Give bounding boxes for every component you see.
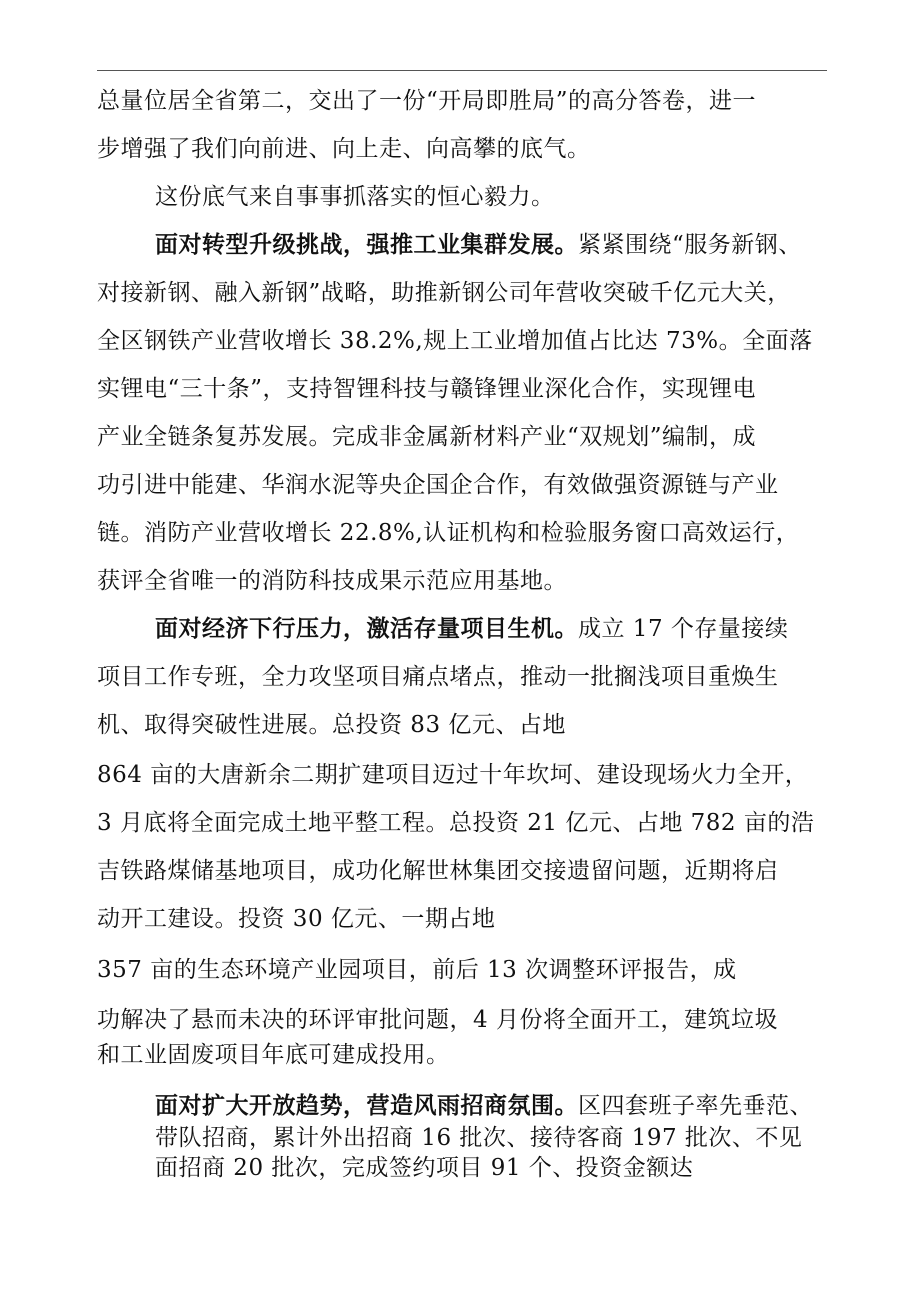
text-line: 功引进中能建、华润水泥等央企国企合作，有效做强资源链与产业	[97, 472, 779, 498]
text-line: 带队招商，累计外出招商 16 批次、接待客商 197 批次、不见	[155, 1125, 803, 1151]
text-line: 这份底气来自事事抓落实的恒心毅力。	[155, 184, 555, 210]
text-line: 获评全省唯一的消防科技成果示范应用基地。	[97, 568, 567, 594]
text-line: 产业全链条复苏发展。完成非金属新材料产业“双规划”编制，成	[97, 424, 757, 450]
text-line: 和工业固废项目年底可建成投用。	[97, 1042, 450, 1068]
paragraph-lead-line	[155, 230, 802, 260]
text-line: 链。消防产业营收增长 22.8%,认证机构和检验服务窗口高效运行，	[97, 520, 800, 546]
text-line: 面招商 20 批次，完成签约项目 91 个、投资金额达	[155, 1155, 694, 1181]
text-line: 机、取得突破性进展。总投资 83 亿元、占地	[97, 712, 566, 738]
text-line: 动开工建设。投资 30 亿元、一期占地	[97, 906, 496, 932]
text-run: 成立 17 个存量接续	[578, 616, 789, 642]
header-rule	[97, 70, 827, 71]
text-line: 实锂电“三十条”，支持智锂科技与赣锋锂业深化合作，实现锂电	[97, 376, 757, 402]
section-heading: 面对转型升级挑战，强推工业集群发展。	[155, 231, 578, 258]
section-heading: 面对经济下行压力，激活存量项目生机。	[155, 615, 578, 642]
text-line: 全区钢铁产业营收增长 38.2%,规上工业增加值占比达 73%。全面落	[97, 328, 813, 354]
text-line: 864 亩的大唐新余二期扩建项目迈过十年坎坷、建设现场火力全开，	[97, 762, 809, 788]
text-line: 对接新钢、融入新钢”战略，助推新钢公司年营收突破千亿元大关，	[97, 280, 791, 306]
text-run: 区四套班子率先垂范、	[578, 1093, 813, 1119]
section-heading: 面对扩大开放趋势，营造风雨招商氛围。	[155, 1092, 578, 1119]
text-line: 357 亩的生态环境产业园项目，前后 13 次调整环评报告，成	[97, 957, 737, 983]
paragraph-lead-line	[155, 1091, 813, 1121]
text-line: 项目工作专班，全力攻坚项目痛点堵点，推动一批搁浅项目重焕生	[97, 664, 779, 690]
text-run: 紧紧围绕“服务新钢、	[578, 232, 802, 258]
text-line: 3 月底将全面完成土地平整工程。总投资 21 亿元、占地 782 亩的浩	[97, 810, 815, 836]
text-line: 吉铁路煤储基地项目，成功化解世林集团交接遗留问题，近期将启	[97, 858, 779, 884]
text-line: 功解决了悬而未决的环评审批问题，4 月份将全面开工，建筑垃圾	[97, 1007, 778, 1033]
text-line: 步增强了我们向前进、向上走、向高攀的底气。	[97, 136, 591, 162]
paragraph-lead-line	[155, 614, 788, 644]
text-line: 总量位居全省第二，交出了一份“开局即胜局”的高分答卷，进一	[97, 88, 757, 114]
